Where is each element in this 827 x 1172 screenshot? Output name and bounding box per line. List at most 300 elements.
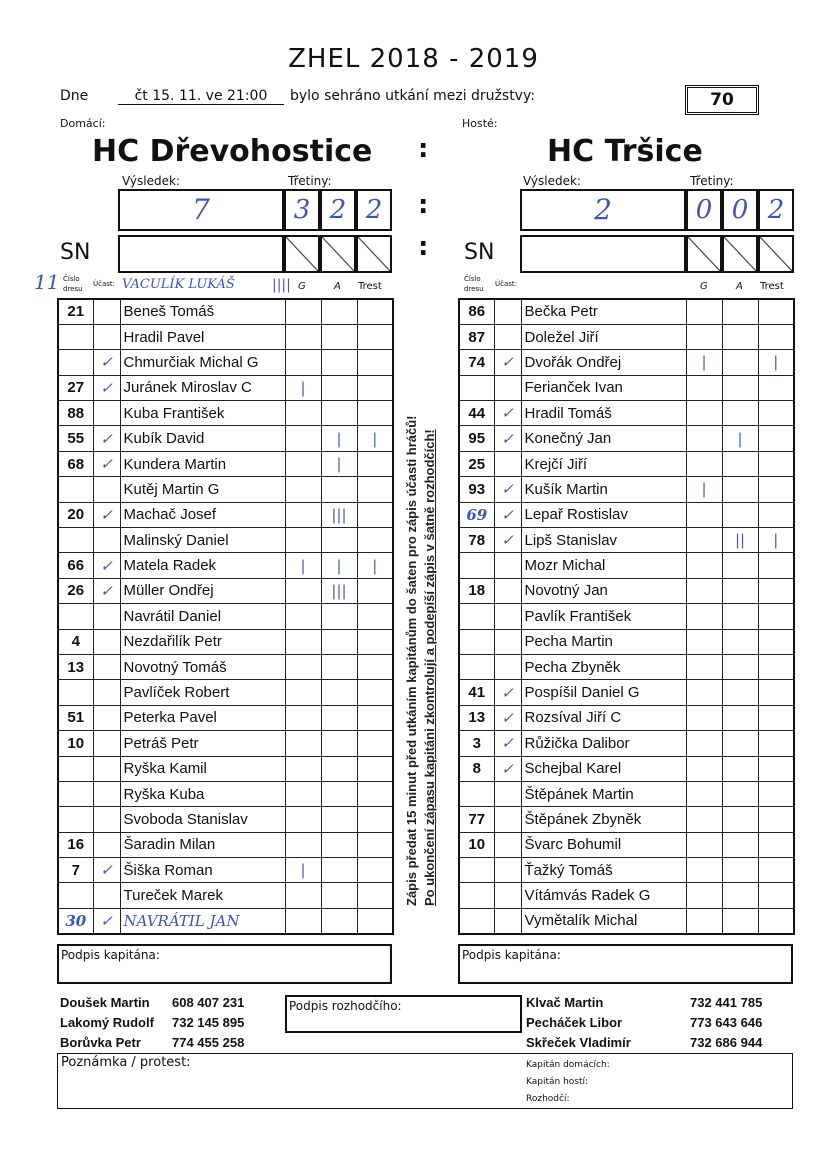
assists[interactable] (722, 350, 758, 375)
attendance-check[interactable] (494, 858, 521, 883)
assists[interactable] (722, 553, 758, 578)
attendance-check[interactable] (93, 324, 120, 349)
jersey-number[interactable]: 27 (58, 375, 93, 400)
penalties[interactable] (357, 858, 393, 883)
player-name[interactable]: Doležel Jiří (521, 324, 686, 349)
penalties[interactable] (758, 756, 794, 781)
assists[interactable] (722, 756, 758, 781)
attendance-check[interactable] (494, 553, 521, 578)
attendance-check[interactable]: ✓ (494, 731, 521, 756)
attendance-check[interactable] (494, 883, 521, 908)
jersey-number[interactable] (459, 654, 494, 679)
penalties[interactable] (357, 756, 393, 781)
attendance-check[interactable] (93, 680, 120, 705)
goals[interactable] (686, 756, 722, 781)
goals[interactable]: | (686, 350, 722, 375)
player-name[interactable]: Hradil Tomáš (521, 401, 686, 426)
jersey-number[interactable]: 20 (58, 502, 93, 527)
assists[interactable] (722, 858, 758, 883)
goals[interactable] (285, 832, 321, 857)
goals[interactable] (285, 604, 321, 629)
goals[interactable] (285, 528, 321, 553)
penalties[interactable] (357, 731, 393, 756)
assists[interactable] (722, 807, 758, 832)
goals[interactable] (686, 654, 722, 679)
attendance-check[interactable] (494, 578, 521, 603)
assists[interactable] (321, 883, 357, 908)
penalties[interactable]: | (357, 553, 393, 578)
player-name[interactable]: Ryška Kamil (120, 756, 285, 781)
goals[interactable] (686, 832, 722, 857)
penalties[interactable] (357, 578, 393, 603)
jersey-number[interactable] (459, 781, 494, 806)
assists[interactable] (321, 807, 357, 832)
penalties[interactable] (357, 654, 393, 679)
assists[interactable] (722, 731, 758, 756)
jersey-number[interactable]: 51 (58, 705, 93, 730)
jersey-number[interactable] (58, 807, 93, 832)
goals[interactable] (285, 756, 321, 781)
assists[interactable] (722, 883, 758, 908)
assists[interactable]: | (722, 426, 758, 451)
penalties[interactable] (357, 908, 393, 933)
goals[interactable] (285, 654, 321, 679)
attendance-check[interactable]: ✓ (93, 375, 120, 400)
penalties[interactable] (357, 807, 393, 832)
assists[interactable] (321, 654, 357, 679)
assists[interactable] (321, 299, 357, 324)
attendance-check[interactable] (494, 324, 521, 349)
jersey-number[interactable]: 25 (459, 451, 494, 476)
jersey-number[interactable]: 44 (459, 401, 494, 426)
player-name[interactable]: Navrátil Daniel (120, 604, 285, 629)
player-name[interactable]: Rozsíval Jiří C (521, 705, 686, 730)
assists[interactable] (722, 654, 758, 679)
attendance-check[interactable] (93, 756, 120, 781)
notes-box[interactable] (57, 1053, 793, 1109)
attendance-check[interactable] (494, 375, 521, 400)
jersey-number[interactable] (58, 883, 93, 908)
assists[interactable] (722, 451, 758, 476)
jersey-number[interactable]: 69 (459, 502, 494, 527)
attendance-check[interactable] (93, 604, 120, 629)
goals[interactable] (285, 705, 321, 730)
attendance-check[interactable]: ✓ (494, 705, 521, 730)
assists[interactable] (722, 629, 758, 654)
player-name[interactable]: Kundera Martin (120, 451, 285, 476)
player-name[interactable]: Novotný Tomáš (120, 654, 285, 679)
penalties[interactable]: | (758, 350, 794, 375)
player-name[interactable]: Matela Radek (120, 553, 285, 578)
penalties[interactable] (758, 604, 794, 629)
assists[interactable] (321, 832, 357, 857)
goals[interactable] (686, 299, 722, 324)
player-name[interactable]: Pecha Martin (521, 629, 686, 654)
player-name[interactable]: Kubík David (120, 426, 285, 451)
player-name[interactable]: Vymětalík Michal (521, 908, 686, 933)
jersey-number[interactable] (459, 375, 494, 400)
jersey-number[interactable]: 16 (58, 832, 93, 857)
player-name[interactable]: Pecha Zbyněk (521, 654, 686, 679)
player-name[interactable]: Tureček Marek (120, 883, 285, 908)
jersey-number[interactable]: 26 (58, 578, 93, 603)
jersey-number[interactable] (58, 756, 93, 781)
jersey-number[interactable]: 95 (459, 426, 494, 451)
jersey-number[interactable]: 3 (459, 731, 494, 756)
assists[interactable]: ||| (321, 578, 357, 603)
penalties[interactable] (357, 324, 393, 349)
attendance-check[interactable]: ✓ (93, 502, 120, 527)
goals[interactable] (686, 680, 722, 705)
goals[interactable] (686, 908, 722, 933)
penalties[interactable] (758, 807, 794, 832)
jersey-number[interactable]: 77 (459, 807, 494, 832)
jersey-number[interactable]: 10 (58, 731, 93, 756)
goals[interactable] (285, 680, 321, 705)
goals[interactable] (686, 324, 722, 349)
penalties[interactable] (758, 731, 794, 756)
goals[interactable] (686, 604, 722, 629)
jersey-number[interactable] (459, 553, 494, 578)
goals[interactable] (686, 629, 722, 654)
attendance-check[interactable] (494, 832, 521, 857)
player-name[interactable]: Malinský Daniel (120, 528, 285, 553)
jersey-number[interactable]: 93 (459, 477, 494, 502)
penalties[interactable] (758, 908, 794, 933)
goals[interactable] (285, 883, 321, 908)
jersey-number[interactable] (58, 350, 93, 375)
jersey-number[interactable] (58, 680, 93, 705)
player-name[interactable]: Vítámvás Radek G (521, 883, 686, 908)
penalties[interactable]: | (357, 426, 393, 451)
jersey-number[interactable] (459, 629, 494, 654)
jersey-number[interactable]: 8 (459, 756, 494, 781)
player-name[interactable]: Štěpánek Martin (521, 781, 686, 806)
goals[interactable] (285, 477, 321, 502)
penalties[interactable] (758, 375, 794, 400)
attendance-check[interactable]: ✓ (494, 426, 521, 451)
jersey-number[interactable]: 21 (58, 299, 93, 324)
player-name[interactable]: Pospíšil Daniel G (521, 680, 686, 705)
assists[interactable] (722, 299, 758, 324)
player-name[interactable]: Beneš Tomáš (120, 299, 285, 324)
attendance-check[interactable] (93, 477, 120, 502)
goals[interactable] (285, 908, 321, 933)
penalties[interactable] (758, 832, 794, 857)
penalties[interactable] (758, 502, 794, 527)
penalties[interactable] (357, 832, 393, 857)
jersey-number[interactable]: 87 (459, 324, 494, 349)
attendance-check[interactable]: ✓ (93, 350, 120, 375)
attendance-check[interactable]: ✓ (494, 680, 521, 705)
goals[interactable] (686, 426, 722, 451)
player-name[interactable]: Kuba František (120, 401, 285, 426)
attendance-check[interactable] (494, 451, 521, 476)
away-captain-signature[interactable] (458, 944, 793, 984)
jersey-number[interactable] (58, 604, 93, 629)
penalties[interactable] (357, 350, 393, 375)
attendance-check[interactable]: ✓ (93, 578, 120, 603)
goals[interactable] (686, 502, 722, 527)
penalties[interactable] (758, 883, 794, 908)
assists[interactable] (722, 908, 758, 933)
assists[interactable]: ||| (321, 502, 357, 527)
jersey-number[interactable]: 10 (459, 832, 494, 857)
assists[interactable] (321, 604, 357, 629)
attendance-check[interactable]: ✓ (93, 426, 120, 451)
referee-signature[interactable] (285, 995, 522, 1033)
assists[interactable] (321, 731, 357, 756)
assists[interactable] (321, 705, 357, 730)
player-name[interactable]: Peterka Pavel (120, 705, 285, 730)
jersey-number[interactable] (58, 324, 93, 349)
assists[interactable]: | (321, 451, 357, 476)
player-name[interactable]: Svoboda Stanislav (120, 807, 285, 832)
attendance-check[interactable] (93, 807, 120, 832)
penalties[interactable] (758, 426, 794, 451)
goals[interactable] (285, 731, 321, 756)
goals[interactable] (285, 401, 321, 426)
attendance-check[interactable] (93, 528, 120, 553)
jersey-number[interactable]: 30 (58, 908, 93, 933)
jersey-number[interactable]: 74 (459, 350, 494, 375)
goals[interactable] (686, 731, 722, 756)
attendance-check[interactable]: ✓ (93, 908, 120, 933)
penalties[interactable] (758, 705, 794, 730)
assists[interactable] (321, 528, 357, 553)
goals[interactable] (285, 299, 321, 324)
player-name[interactable]: Konečný Jan (521, 426, 686, 451)
jersey-number[interactable]: 88 (58, 401, 93, 426)
assists[interactable] (321, 401, 357, 426)
penalties[interactable] (357, 502, 393, 527)
goals[interactable] (686, 528, 722, 553)
player-name[interactable]: Dvořák Ondřej (521, 350, 686, 375)
penalties[interactable] (758, 781, 794, 806)
penalties[interactable] (758, 451, 794, 476)
player-name[interactable]: Mozr Michal (521, 553, 686, 578)
penalties[interactable] (357, 781, 393, 806)
goals[interactable] (686, 807, 722, 832)
jersey-number[interactable] (459, 858, 494, 883)
player-name[interactable]: Juránek Miroslav C (120, 375, 285, 400)
jersey-number[interactable]: 68 (58, 451, 93, 476)
penalties[interactable] (357, 629, 393, 654)
goals[interactable] (686, 553, 722, 578)
jersey-number[interactable]: 78 (459, 528, 494, 553)
jersey-number[interactable]: 4 (58, 629, 93, 654)
goals[interactable] (285, 324, 321, 349)
penalties[interactable] (758, 680, 794, 705)
goals[interactable] (285, 629, 321, 654)
assists[interactable] (321, 477, 357, 502)
assists[interactable] (722, 502, 758, 527)
home-captain-signature[interactable] (57, 944, 392, 984)
assists[interactable]: | (321, 426, 357, 451)
attendance-check[interactable] (494, 654, 521, 679)
penalties[interactable]: | (758, 528, 794, 553)
attendance-check[interactable] (494, 604, 521, 629)
player-name[interactable]: Petráš Petr (120, 731, 285, 756)
player-name[interactable]: Machač Josef (120, 502, 285, 527)
attendance-check[interactable] (494, 299, 521, 324)
player-name[interactable]: Švarc Bohumil (521, 832, 686, 857)
penalties[interactable] (758, 858, 794, 883)
jersey-number[interactable] (459, 604, 494, 629)
attendance-check[interactable]: ✓ (494, 528, 521, 553)
penalties[interactable] (758, 654, 794, 679)
assists[interactable]: | (321, 553, 357, 578)
player-name[interactable]: Štěpánek Zbyněk (521, 807, 686, 832)
attendance-check[interactable] (494, 807, 521, 832)
player-name[interactable]: Müller Ondřej (120, 578, 285, 603)
assists[interactable] (321, 375, 357, 400)
player-name[interactable]: Krejčí Jiří (521, 451, 686, 476)
attendance-check[interactable]: ✓ (494, 756, 521, 781)
attendance-check[interactable]: ✓ (494, 401, 521, 426)
penalties[interactable] (357, 680, 393, 705)
penalties[interactable] (758, 401, 794, 426)
goals[interactable] (285, 350, 321, 375)
assists[interactable] (722, 401, 758, 426)
goals[interactable]: | (285, 375, 321, 400)
attendance-check[interactable] (93, 654, 120, 679)
jersey-number[interactable] (58, 477, 93, 502)
goals[interactable] (285, 807, 321, 832)
player-name[interactable]: Růžička Dalibor (521, 731, 686, 756)
penalties[interactable] (758, 629, 794, 654)
attendance-check[interactable] (93, 731, 120, 756)
penalties[interactable] (357, 401, 393, 426)
jersey-number[interactable]: 18 (459, 578, 494, 603)
assists[interactable] (722, 832, 758, 857)
goals[interactable] (285, 502, 321, 527)
assists[interactable] (722, 680, 758, 705)
player-name[interactable]: Ťažký Tomáš (521, 858, 686, 883)
assists[interactable] (321, 629, 357, 654)
attendance-check[interactable] (93, 401, 120, 426)
goals[interactable] (686, 451, 722, 476)
assists[interactable] (321, 680, 357, 705)
jersey-number[interactable] (58, 781, 93, 806)
goals[interactable] (686, 401, 722, 426)
player-name[interactable]: Kušík Martin (521, 477, 686, 502)
attendance-check[interactable]: ✓ (494, 350, 521, 375)
attendance-check[interactable] (93, 299, 120, 324)
player-name[interactable]: Novotný Jan (521, 578, 686, 603)
penalties[interactable] (357, 299, 393, 324)
assists[interactable] (722, 324, 758, 349)
penalties[interactable] (758, 578, 794, 603)
penalties[interactable] (357, 451, 393, 476)
jersey-number[interactable] (459, 883, 494, 908)
jersey-number[interactable]: 66 (58, 553, 93, 578)
goals[interactable] (686, 375, 722, 400)
assists[interactable] (722, 705, 758, 730)
penalties[interactable] (357, 375, 393, 400)
jersey-number[interactable]: 13 (58, 654, 93, 679)
player-name[interactable]: Pavlíček Robert (120, 680, 285, 705)
assists[interactable] (722, 604, 758, 629)
assists[interactable] (321, 781, 357, 806)
attendance-check[interactable] (93, 705, 120, 730)
assists[interactable]: || (722, 528, 758, 553)
player-name[interactable]: NAVRÁTIL JAN (120, 908, 285, 933)
goals[interactable] (686, 883, 722, 908)
penalties[interactable] (357, 705, 393, 730)
jersey-number[interactable]: 55 (58, 426, 93, 451)
attendance-check[interactable] (494, 908, 521, 933)
goals[interactable] (686, 705, 722, 730)
assists[interactable] (722, 578, 758, 603)
attendance-check[interactable] (93, 883, 120, 908)
player-name[interactable]: Šiška Roman (120, 858, 285, 883)
player-name[interactable]: Lipš Stanislav (521, 528, 686, 553)
penalties[interactable] (357, 477, 393, 502)
attendance-check[interactable]: ✓ (93, 858, 120, 883)
penalties[interactable] (357, 528, 393, 553)
player-name[interactable]: Hradil Pavel (120, 324, 285, 349)
penalties[interactable] (357, 883, 393, 908)
jersey-number[interactable] (459, 908, 494, 933)
goals[interactable] (285, 426, 321, 451)
assists[interactable] (321, 908, 357, 933)
attendance-check[interactable] (494, 781, 521, 806)
goals[interactable]: | (686, 477, 722, 502)
penalties[interactable] (758, 477, 794, 502)
assists[interactable] (321, 756, 357, 781)
player-name[interactable]: Bečka Petr (521, 299, 686, 324)
attendance-check[interactable]: ✓ (494, 502, 521, 527)
player-name[interactable]: Chmurčiak Michal G (120, 350, 285, 375)
attendance-check[interactable]: ✓ (494, 477, 521, 502)
assists[interactable] (321, 350, 357, 375)
attendance-check[interactable] (93, 781, 120, 806)
attendance-check[interactable] (93, 629, 120, 654)
penalties[interactable] (357, 604, 393, 629)
penalties[interactable] (758, 299, 794, 324)
jersey-number[interactable]: 7 (58, 858, 93, 883)
assists[interactable] (722, 375, 758, 400)
goals[interactable]: | (285, 858, 321, 883)
assists[interactable] (722, 477, 758, 502)
player-name[interactable]: Kutěj Martin G (120, 477, 285, 502)
player-name[interactable]: Ferianček Ivan (521, 375, 686, 400)
goals[interactable] (686, 858, 722, 883)
player-name[interactable]: Ryška Kuba (120, 781, 285, 806)
goals[interactable] (285, 578, 321, 603)
player-name[interactable]: Lepař Rostislav (521, 502, 686, 527)
jersey-number[interactable]: 41 (459, 680, 494, 705)
jersey-number[interactable]: 13 (459, 705, 494, 730)
jersey-number[interactable] (58, 528, 93, 553)
penalties[interactable] (758, 324, 794, 349)
player-name[interactable]: Schejbal Karel (521, 756, 686, 781)
player-name[interactable]: Nezdařilík Petr (120, 629, 285, 654)
goals[interactable] (285, 451, 321, 476)
goals[interactable]: | (285, 553, 321, 578)
assists[interactable] (722, 781, 758, 806)
goals[interactable] (686, 781, 722, 806)
attendance-check[interactable] (494, 629, 521, 654)
attendance-check[interactable]: ✓ (93, 451, 120, 476)
player-name[interactable]: Šaradin Milan (120, 832, 285, 857)
assists[interactable] (321, 858, 357, 883)
penalties[interactable] (758, 553, 794, 578)
attendance-check[interactable]: ✓ (93, 553, 120, 578)
assists[interactable] (321, 324, 357, 349)
jersey-number[interactable]: 86 (459, 299, 494, 324)
